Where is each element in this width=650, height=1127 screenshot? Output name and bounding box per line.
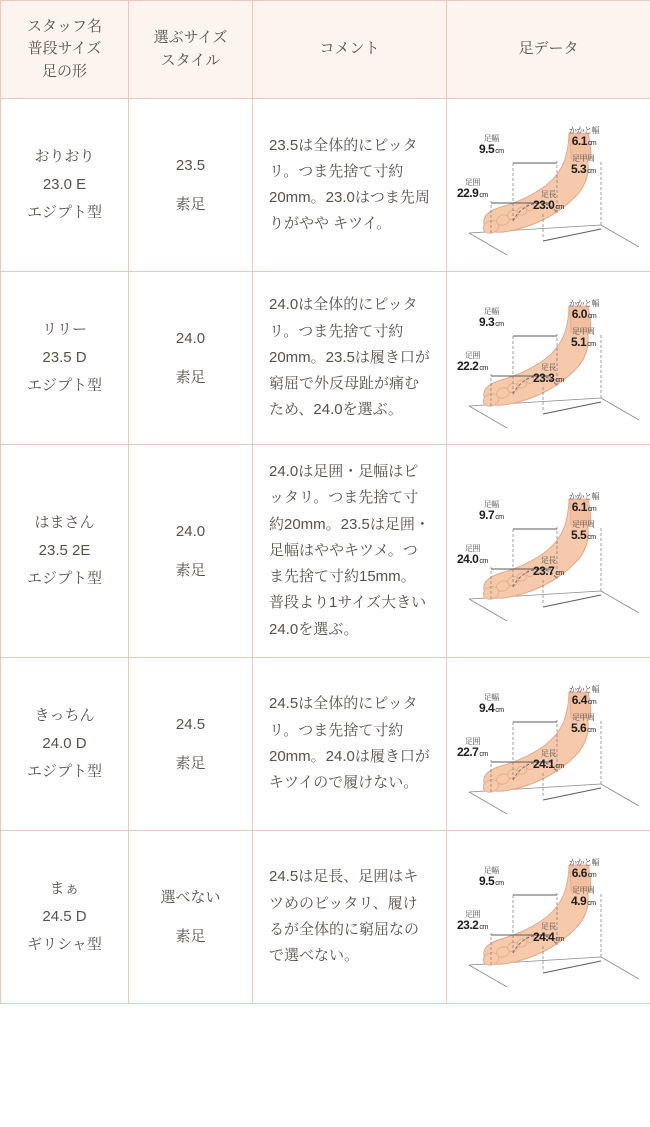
- foot-length-label: [533, 557, 564, 578]
- staff-foot-shape: ギリシャ型: [27, 935, 102, 953]
- cell-staff: [1, 272, 129, 445]
- foot-length-value: 23.7: [533, 564, 555, 579]
- staff-name: おりおり: [34, 148, 95, 166]
- instep-caption: 足甲周: [572, 519, 595, 529]
- foot-girth-value: 22.2: [457, 359, 479, 374]
- foot-length-value: 23.3: [533, 371, 555, 386]
- foot-length-label: [533, 191, 564, 212]
- foot-length-caption: 足長: [540, 190, 556, 199]
- foot-diagram: [451, 837, 647, 997]
- header-staff: [1, 1, 129, 99]
- table-row: [1, 272, 650, 445]
- instep-caption: 足甲周: [572, 712, 595, 722]
- foot-width-caption: 足幅: [483, 499, 499, 509]
- heel-width-caption: かかと幅: [569, 684, 599, 694]
- cell-comment: 24.5は足長、足囲はキツめのピッタリ、履けるが全体的に窮屈なので選べない。: [253, 830, 447, 1003]
- cell-comment: 24.5は全体的にピッタリ。つま先捨て寸約20mm。24.0は履き口がキツイので履けない。: [253, 657, 447, 830]
- foot-width-value: 9.5: [479, 874, 495, 889]
- instep-caption: 足甲周: [572, 154, 595, 163]
- unit: cm: [587, 341, 596, 349]
- unit: cm: [587, 727, 596, 735]
- unit: cm: [587, 699, 597, 707]
- unit: cm: [555, 204, 564, 212]
- cell-footdata: [447, 445, 650, 658]
- heel-width-caption: かかと幅: [569, 857, 599, 867]
- unit: cm: [587, 872, 597, 880]
- table-row: [1, 830, 650, 1003]
- foot-length-caption: 足長: [540, 748, 556, 758]
- header-staff-line-2: 普段サイズ: [27, 40, 102, 58]
- unit: cm: [495, 514, 504, 522]
- foot-girth-label: [457, 179, 488, 200]
- cell-staff: [1, 99, 129, 272]
- chosen-size: 23.5: [175, 157, 206, 174]
- unit: cm: [479, 751, 488, 759]
- staff-usual-size: 23.5 D: [42, 349, 87, 367]
- staff-name: はまさん: [34, 514, 95, 532]
- instep-caption: 足甲周: [572, 327, 595, 336]
- unit: cm: [479, 365, 488, 373]
- staff-usual-size: 23.5 2E: [38, 542, 91, 559]
- unit: cm: [495, 321, 504, 329]
- header-staff-line-1: スタッフ名: [26, 17, 102, 35]
- foot-width-caption: 足幅: [483, 692, 499, 702]
- table-header: [1, 1, 650, 99]
- foot-length-value: 24.1: [533, 757, 555, 772]
- heel-width-caption: かかと幅: [569, 126, 599, 135]
- unit: cm: [587, 506, 597, 514]
- cell-size: [129, 445, 253, 658]
- header-comment: [253, 1, 447, 99]
- cell-staff: [1, 445, 129, 658]
- unit: cm: [479, 558, 488, 566]
- heel-width-caption: かかと幅: [569, 491, 599, 501]
- instep-caption: 足甲周: [572, 885, 595, 895]
- chosen-size: 24.0: [175, 522, 206, 540]
- instep-value: 5.6: [571, 721, 587, 736]
- foot-width-value: 9.7: [479, 508, 495, 523]
- table-row: [1, 445, 650, 658]
- foot-girth-caption: 足囲: [464, 351, 480, 360]
- staff-foot-shape: エジプト型: [26, 376, 102, 394]
- header-size-line-2: スタイル: [160, 51, 221, 69]
- unit: cm: [555, 763, 564, 771]
- foot-girth-label: [457, 911, 488, 932]
- cell-size: [129, 272, 253, 445]
- unit: cm: [495, 148, 504, 156]
- instep-label: [571, 155, 596, 176]
- style: 素足: [175, 196, 206, 213]
- foot-width-label: [479, 867, 504, 888]
- header-footdata-line-1: 足データ: [518, 40, 579, 58]
- foot-girth-value: 22.9: [457, 186, 479, 201]
- style: 素足: [175, 561, 206, 579]
- heel-width-label: [569, 493, 599, 514]
- instep-value: 5.1: [571, 335, 587, 350]
- table-row: [1, 99, 650, 272]
- unit: cm: [555, 570, 564, 578]
- instep-label: [571, 714, 596, 735]
- cell-staff: [1, 657, 129, 830]
- foot-diagram: [451, 664, 647, 824]
- foot-width-caption: 足幅: [483, 134, 499, 143]
- unit: cm: [555, 377, 564, 385]
- foot-length-value: 23.0: [533, 198, 555, 213]
- cell-comment: 23.5は全体的にピッタリ。つま先捨て寸約20mm。23.0はつま先周りがやや キツイ。: [253, 99, 447, 272]
- cell-footdata: [447, 272, 650, 445]
- foot-girth-caption: 足囲: [464, 178, 480, 187]
- foot-width-label: [479, 501, 504, 522]
- foot-length-value: 24.4: [533, 930, 555, 945]
- cell-size: [129, 657, 253, 830]
- header-row: [1, 1, 650, 99]
- unit: cm: [555, 936, 564, 944]
- unit: cm: [587, 900, 596, 908]
- instep-value: 5.5: [571, 528, 587, 543]
- unit: cm: [479, 192, 488, 200]
- foot-girth-label: [457, 738, 488, 759]
- heel-width-value: 6.0: [571, 307, 587, 322]
- foot-diagram: [451, 471, 647, 631]
- unit: cm: [587, 534, 596, 542]
- cell-size: [129, 830, 253, 1003]
- table-body: [1, 99, 650, 1004]
- unit: cm: [587, 168, 596, 176]
- instep-label: [571, 328, 596, 349]
- staff-usual-size: 23.0 E: [42, 176, 87, 194]
- style: 素足: [175, 754, 206, 772]
- staff-foot-shape: エジプト型: [26, 203, 102, 221]
- style: 素足: [175, 369, 206, 386]
- header-footdata: [447, 1, 650, 99]
- unit: cm: [587, 313, 597, 321]
- foot-girth-caption: 足囲: [464, 909, 480, 919]
- foot-width-value: 9.4: [479, 701, 495, 716]
- heel-width-value: 6.1: [571, 134, 587, 149]
- heel-width-value: 6.4: [571, 693, 587, 708]
- foot-width-caption: 足幅: [483, 307, 499, 316]
- instep-label: [571, 521, 596, 542]
- staff-name: まぁ: [49, 880, 80, 898]
- header-comment-line-1: コメント: [319, 40, 380, 58]
- foot-width-label: [479, 308, 504, 329]
- staff-foot-shape: エジプト型: [26, 762, 102, 780]
- cell-size: [129, 99, 253, 272]
- foot-length-label: [533, 750, 564, 771]
- heel-width-label: [569, 127, 599, 148]
- foot-girth-value: 22.7: [457, 745, 479, 760]
- foot-girth-value: 23.2: [457, 918, 479, 933]
- foot-diagram: [451, 278, 647, 438]
- foot-width-value: 9.5: [479, 142, 495, 157]
- unit: cm: [587, 140, 597, 148]
- heel-width-value: 6.6: [571, 866, 587, 881]
- instep-label: [571, 887, 596, 908]
- chosen-size: 選べない: [160, 888, 221, 906]
- header-size-line-1: 選ぶサイズ: [153, 29, 228, 46]
- header-size: [129, 1, 253, 99]
- cell-staff: [1, 830, 129, 1003]
- foot-diagram: [451, 105, 647, 265]
- cell-comment: 24.0は全体的にピッタリ。つま先捨て寸約20mm。23.5は履き口が窮屈で外反母趾が痛むため、24.0を選ぶ。: [253, 272, 447, 445]
- foot-girth-caption: 足囲: [464, 736, 480, 746]
- foot-width-caption: 足幅: [483, 865, 499, 875]
- heel-width-label: [569, 300, 599, 321]
- foot-length-label: [533, 364, 564, 385]
- unit: cm: [495, 707, 504, 715]
- chosen-size: 24.0: [175, 330, 206, 347]
- foot-width-label: [479, 694, 504, 715]
- foot-width-label: [479, 135, 504, 156]
- staff-foot-shape: エジプト型: [26, 569, 102, 587]
- foot-width-value: 9.3: [479, 315, 495, 330]
- style: 素足: [175, 927, 206, 945]
- foot-girth-value: 24.0: [457, 552, 479, 567]
- foot-girth-label: [457, 545, 488, 566]
- staff-name: リリー: [41, 321, 87, 339]
- foot-length-caption: 足長: [540, 555, 556, 565]
- foot-length-caption: 足長: [540, 363, 556, 372]
- staff-name: きっちん: [34, 707, 95, 725]
- instep-value: 4.9: [571, 894, 587, 909]
- heel-width-label: [569, 859, 599, 880]
- unit: cm: [479, 924, 488, 932]
- table-row: [1, 657, 650, 830]
- foot-girth-label: [457, 352, 488, 373]
- instep-value: 5.3: [571, 162, 587, 177]
- heel-width-caption: かかと幅: [569, 299, 599, 308]
- foot-length-caption: 足長: [540, 921, 556, 931]
- cell-footdata: [447, 830, 650, 1003]
- cell-comment: 24.0は足囲・足幅はピッタリ。つま先捨て寸約20mm。23.5は足囲・足幅はややキツメ。つま先捨て寸約15mm。普段より1サイズ大きい24.0を選ぶ。: [253, 445, 447, 658]
- cell-footdata: [447, 657, 650, 830]
- foot-length-label: [533, 923, 564, 944]
- heel-width-label: [569, 686, 599, 707]
- header-staff-line-3: 足の形: [41, 62, 87, 80]
- staff-usual-size: 24.5 D: [42, 907, 87, 925]
- heel-width-value: 6.1: [571, 500, 587, 515]
- chosen-size: 24.5: [175, 715, 206, 733]
- staff-usual-size: 24.0 D: [42, 734, 87, 752]
- cell-footdata: [447, 99, 650, 272]
- unit: cm: [495, 880, 504, 888]
- foot-girth-caption: 足囲: [464, 543, 480, 553]
